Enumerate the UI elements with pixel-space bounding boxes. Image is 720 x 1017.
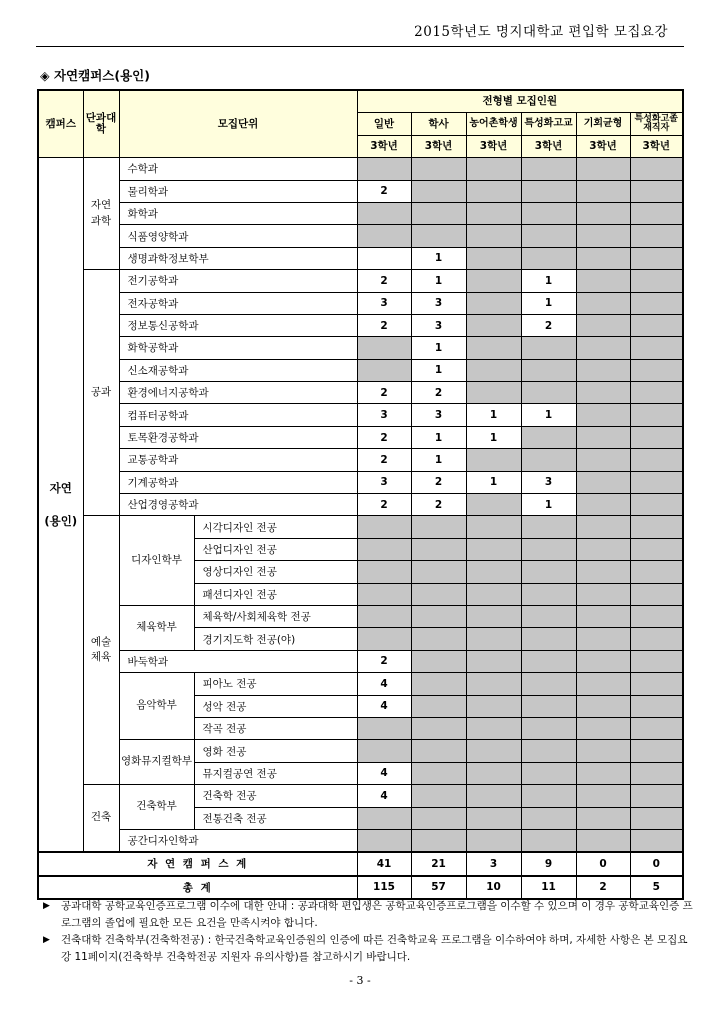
count-cell xyxy=(466,449,521,471)
unit-name: 뮤지컬공연 전공 xyxy=(194,762,357,784)
count-cell xyxy=(466,158,521,180)
count-cell xyxy=(521,561,576,583)
count-cell: 2 xyxy=(411,382,466,404)
total-value: 10 xyxy=(466,876,521,899)
count-cell xyxy=(521,650,576,672)
count-cell xyxy=(411,202,466,224)
count-cell xyxy=(576,180,630,202)
count-cell: 2 xyxy=(357,314,411,336)
count-cell xyxy=(630,628,683,650)
note-text: 건축대학 건축학부(건축학전공) : 한국건축학교육인증원의 인증에 따른 건축학교육 프로그램을 이수하여야 하며, 자세한 사항은 본 모집요강 11페이지(건축학부 건축학전공 지원자 유의사항)를 참고하시기 바랍니다. xyxy=(61,934,688,963)
unit-name: 영상디자인 전공 xyxy=(194,561,357,583)
table-row xyxy=(38,337,683,359)
group-cell: 자연과학 xyxy=(83,158,119,270)
count-cell xyxy=(521,247,576,269)
note-item xyxy=(43,932,693,966)
table-row xyxy=(38,314,683,336)
count-cell: 1 xyxy=(411,270,466,292)
table-row xyxy=(38,605,683,627)
count-cell xyxy=(630,292,683,314)
count-cell xyxy=(576,202,630,224)
unit-name: 피아노 전공 xyxy=(194,673,357,695)
count-cell xyxy=(357,516,411,538)
count-cell xyxy=(576,829,630,852)
count-cell xyxy=(466,202,521,224)
count-cell xyxy=(576,494,630,516)
count-cell: 1 xyxy=(466,404,521,426)
count-cell: 4 xyxy=(357,762,411,784)
count-cell: 2 xyxy=(411,494,466,516)
count-cell xyxy=(466,180,521,202)
unit-name: 화학과 xyxy=(119,202,357,224)
count-cell: 1 xyxy=(411,337,466,359)
group-cell: 예술체육 xyxy=(83,516,119,785)
count-cell xyxy=(521,225,576,247)
count-cell: 1 xyxy=(411,359,466,381)
count-cell xyxy=(630,762,683,784)
total-value: 0 xyxy=(576,852,630,875)
count-cell xyxy=(466,695,521,717)
count-cell xyxy=(521,807,576,829)
count-cell xyxy=(630,785,683,807)
unit-name: 경기지도학 전공(야) xyxy=(194,628,357,650)
count-cell: 2 xyxy=(357,180,411,202)
count-cell xyxy=(466,292,521,314)
count-cell: 1 xyxy=(521,270,576,292)
count-cell: 2 xyxy=(411,471,466,493)
count-cell xyxy=(521,740,576,762)
count-cell xyxy=(630,673,683,695)
unit-name: 시각디자인 전공 xyxy=(194,516,357,538)
count-cell xyxy=(521,583,576,605)
total-value: 115 xyxy=(357,876,411,899)
group-cell: 건축 xyxy=(83,785,119,853)
count-cell: 2 xyxy=(357,650,411,672)
count-cell xyxy=(411,785,466,807)
count-cell xyxy=(521,449,576,471)
header-college: 단과대학 xyxy=(83,90,119,158)
count-cell xyxy=(357,583,411,605)
unit-name: 공간디자인학과 xyxy=(119,829,357,852)
count-cell: 4 xyxy=(357,695,411,717)
campus-label: 자연 xyxy=(49,481,72,496)
count-cell xyxy=(411,695,466,717)
header-grade: 3학년 xyxy=(521,135,576,157)
count-cell xyxy=(630,382,683,404)
count-cell xyxy=(357,628,411,650)
table-row xyxy=(38,829,683,852)
unit-name: 산업디자인 전공 xyxy=(194,538,357,560)
header-unit: 모집단위 xyxy=(119,90,357,158)
count-cell xyxy=(521,762,576,784)
table-row xyxy=(38,292,683,314)
unit-name: 전자공학과 xyxy=(119,292,357,314)
count-cell xyxy=(466,762,521,784)
count-cell: 3 xyxy=(411,292,466,314)
count-cell xyxy=(630,337,683,359)
unit-name: 바둑학과 xyxy=(119,650,357,672)
count-cell xyxy=(411,762,466,784)
section-title-text: 자연캠퍼스(용인) xyxy=(53,68,150,83)
unit-name: 신소재공학과 xyxy=(119,359,357,381)
header-type: 특성화고졸재직자 xyxy=(630,113,683,135)
header-grade: 3학년 xyxy=(576,135,630,157)
count-cell xyxy=(521,829,576,852)
unit-name: 토목환경공학과 xyxy=(119,426,357,448)
count-cell xyxy=(466,628,521,650)
unit-name: 전통건축 전공 xyxy=(194,807,357,829)
unit-name: 정보통신공학과 xyxy=(119,314,357,336)
section-title xyxy=(40,66,150,84)
count-cell: 1 xyxy=(521,494,576,516)
count-cell xyxy=(411,673,466,695)
campus-sub: (용인) xyxy=(44,513,78,528)
total-value: 3 xyxy=(466,852,521,875)
count-cell xyxy=(630,538,683,560)
count-cell xyxy=(357,538,411,560)
group-cell: 건축학부 xyxy=(119,785,194,830)
count-cell xyxy=(521,538,576,560)
count-cell xyxy=(576,449,630,471)
table-row xyxy=(38,158,683,180)
count-cell xyxy=(466,337,521,359)
count-cell xyxy=(521,516,576,538)
count-cell xyxy=(576,650,630,672)
count-cell xyxy=(521,717,576,739)
count-cell xyxy=(576,561,630,583)
count-cell xyxy=(576,538,630,560)
count-cell xyxy=(466,494,521,516)
count-cell: 3 xyxy=(411,404,466,426)
count-cell xyxy=(521,382,576,404)
count-cell xyxy=(630,225,683,247)
count-cell xyxy=(630,494,683,516)
total-row xyxy=(38,876,683,899)
count-cell: 2 xyxy=(357,270,411,292)
notes xyxy=(43,898,693,966)
count-cell xyxy=(466,225,521,247)
count-cell xyxy=(576,382,630,404)
count-cell xyxy=(630,359,683,381)
note-item xyxy=(43,898,693,932)
count-cell xyxy=(466,247,521,269)
count-cell: 2 xyxy=(357,426,411,448)
group-cell: 음악학부 xyxy=(119,673,194,740)
table-row xyxy=(38,650,683,672)
count-cell xyxy=(411,740,466,762)
count-cell xyxy=(576,359,630,381)
count-cell: 1 xyxy=(466,426,521,448)
table-row xyxy=(38,449,683,471)
count-cell xyxy=(630,202,683,224)
header-types: 전형별 모집인원 xyxy=(357,90,683,113)
total-value: 57 xyxy=(411,876,466,899)
count-cell: 2 xyxy=(357,449,411,471)
count-cell xyxy=(466,605,521,627)
unit-name: 수학과 xyxy=(119,158,357,180)
count-cell xyxy=(630,650,683,672)
header-grade: 3학년 xyxy=(411,135,466,157)
count-cell xyxy=(357,359,411,381)
table-row xyxy=(38,673,683,695)
group-cell: 영화뮤지컬학부 xyxy=(119,740,194,785)
count-cell: 3 xyxy=(357,471,411,493)
count-cell xyxy=(466,785,521,807)
count-cell xyxy=(630,180,683,202)
table-row xyxy=(38,382,683,404)
count-cell xyxy=(466,807,521,829)
count-cell xyxy=(630,404,683,426)
total-value: 41 xyxy=(357,852,411,875)
unit-name: 교통공학과 xyxy=(119,449,357,471)
count-cell xyxy=(576,337,630,359)
count-cell xyxy=(630,807,683,829)
table-row xyxy=(38,247,683,269)
unit-name: 체육학/사회체육학 전공 xyxy=(194,605,357,627)
header-type: 기회균형 xyxy=(576,113,630,135)
header-type: 일반 xyxy=(357,113,411,135)
count-cell xyxy=(466,673,521,695)
count-cell xyxy=(411,516,466,538)
count-cell xyxy=(576,785,630,807)
count-cell xyxy=(411,807,466,829)
count-cell: 2 xyxy=(357,382,411,404)
subtotal-row xyxy=(38,852,683,875)
count-cell xyxy=(576,426,630,448)
count-cell xyxy=(630,740,683,762)
count-cell xyxy=(630,158,683,180)
table-row xyxy=(38,202,683,224)
campus-cell xyxy=(38,158,83,853)
total-label: 총 계 xyxy=(38,876,357,899)
group-cell: 공과 xyxy=(83,270,119,516)
count-cell xyxy=(630,605,683,627)
count-cell xyxy=(411,628,466,650)
count-cell xyxy=(411,583,466,605)
count-cell xyxy=(357,337,411,359)
count-cell xyxy=(357,202,411,224)
count-cell xyxy=(630,561,683,583)
count-cell: 1 xyxy=(466,471,521,493)
count-cell xyxy=(411,829,466,852)
group-cell: 체육학부 xyxy=(119,605,194,650)
unit-name: 산업경영공학과 xyxy=(119,494,357,516)
count-cell xyxy=(411,561,466,583)
count-cell xyxy=(357,158,411,180)
count-cell: 3 xyxy=(411,314,466,336)
arrow-bullet-icon: ▶ xyxy=(43,901,50,911)
count-cell xyxy=(466,583,521,605)
total-value: 2 xyxy=(576,876,630,899)
count-cell xyxy=(357,225,411,247)
count-cell: 2 xyxy=(357,494,411,516)
count-cell xyxy=(521,158,576,180)
count-cell xyxy=(576,762,630,784)
table-row xyxy=(38,785,683,807)
count-cell xyxy=(630,314,683,336)
count-cell xyxy=(576,740,630,762)
count-cell xyxy=(411,605,466,627)
count-cell xyxy=(521,695,576,717)
count-cell xyxy=(357,740,411,762)
count-cell xyxy=(521,202,576,224)
count-cell xyxy=(630,426,683,448)
count-cell xyxy=(576,314,630,336)
total-value: 11 xyxy=(521,876,576,899)
count-cell xyxy=(411,650,466,672)
count-cell xyxy=(576,717,630,739)
header-grade: 3학년 xyxy=(357,135,411,157)
count-cell: 3 xyxy=(357,404,411,426)
unit-name: 환경에너지공학과 xyxy=(119,382,357,404)
unit-name: 컴퓨터공학과 xyxy=(119,404,357,426)
total-value: 0 xyxy=(630,852,683,875)
count-cell xyxy=(466,359,521,381)
arrow-bullet-icon: ▶ xyxy=(43,935,50,945)
count-cell xyxy=(576,404,630,426)
count-cell xyxy=(521,673,576,695)
count-cell xyxy=(576,605,630,627)
count-cell xyxy=(576,673,630,695)
count-cell: 1 xyxy=(411,426,466,448)
unit-name: 생명과학정보학부 xyxy=(119,247,357,269)
table-row xyxy=(38,359,683,381)
count-cell xyxy=(521,337,576,359)
count-cell xyxy=(466,270,521,292)
header-type: 특성화고교 xyxy=(521,113,576,135)
table-row xyxy=(38,494,683,516)
count-cell xyxy=(411,158,466,180)
unit-name: 영화 전공 xyxy=(194,740,357,762)
table-row xyxy=(38,471,683,493)
total-value: 5 xyxy=(630,876,683,899)
count-cell xyxy=(630,449,683,471)
count-cell xyxy=(466,561,521,583)
count-cell xyxy=(630,247,683,269)
count-cell xyxy=(630,829,683,852)
count-cell xyxy=(576,247,630,269)
count-cell: 2 xyxy=(521,314,576,336)
group-cell: 디자인학부 xyxy=(119,516,194,606)
count-cell xyxy=(521,605,576,627)
count-cell xyxy=(576,628,630,650)
count-cell xyxy=(630,583,683,605)
count-cell xyxy=(466,717,521,739)
count-cell xyxy=(630,516,683,538)
table-row xyxy=(38,740,683,762)
count-cell xyxy=(521,180,576,202)
count-cell xyxy=(357,605,411,627)
count-cell xyxy=(576,471,630,493)
note-text: 공과대학 공학교육인증프로그램 이수에 대한 안내 : 공과대학 편입생은 공학교육인증프로그램을 이수할 수 있으며 이 경우 공학교육인증 프로그램의 졸업에 필요한 모든 요건을 만족시켜야 합니다. xyxy=(61,900,693,929)
table-row xyxy=(38,426,683,448)
count-cell xyxy=(576,292,630,314)
count-cell: 1 xyxy=(521,404,576,426)
count-cell xyxy=(466,740,521,762)
count-cell: 3 xyxy=(357,292,411,314)
unit-name: 성악 전공 xyxy=(194,695,357,717)
total-value: 21 xyxy=(411,852,466,875)
count-cell xyxy=(411,538,466,560)
table-row xyxy=(38,516,683,538)
header-grade: 3학년 xyxy=(466,135,521,157)
recruitment-table xyxy=(37,89,684,900)
table-row xyxy=(38,270,683,292)
unit-name: 물리학과 xyxy=(119,180,357,202)
count-cell xyxy=(630,695,683,717)
count-cell xyxy=(357,561,411,583)
count-cell xyxy=(521,426,576,448)
unit-name: 건축학 전공 xyxy=(194,785,357,807)
header-divider xyxy=(36,46,684,47)
count-cell xyxy=(630,270,683,292)
count-cell xyxy=(576,225,630,247)
diamond-marker-icon: ◈ xyxy=(40,68,50,83)
total-value: 9 xyxy=(521,852,576,875)
header-type: 학사 xyxy=(411,113,466,135)
table-row xyxy=(38,225,683,247)
count-cell xyxy=(466,382,521,404)
count-cell xyxy=(357,247,411,269)
count-cell xyxy=(521,785,576,807)
total-label: 자 연 캠 퍼 스 계 xyxy=(38,852,357,875)
count-cell xyxy=(411,717,466,739)
count-cell xyxy=(411,180,466,202)
count-cell xyxy=(576,583,630,605)
count-cell xyxy=(357,829,411,852)
unit-name: 패션디자인 전공 xyxy=(194,583,357,605)
unit-name: 작곡 전공 xyxy=(194,717,357,739)
count-cell xyxy=(466,516,521,538)
count-cell: 4 xyxy=(357,785,411,807)
table-row xyxy=(38,404,683,426)
page-header-title: 2015학년도 명지대학교 편입학 모집요강 xyxy=(414,24,668,40)
count-cell xyxy=(576,695,630,717)
count-cell xyxy=(357,807,411,829)
header-type: 농어촌학생 xyxy=(466,113,521,135)
count-cell: 1 xyxy=(411,449,466,471)
count-cell: 3 xyxy=(521,471,576,493)
header-campus: 캠퍼스 xyxy=(38,90,83,158)
count-cell xyxy=(576,807,630,829)
count-cell: 1 xyxy=(411,247,466,269)
count-cell xyxy=(466,314,521,336)
count-cell xyxy=(521,359,576,381)
page-number: - 3 - xyxy=(349,974,371,987)
unit-name: 식품영양학과 xyxy=(119,225,357,247)
count-cell xyxy=(576,270,630,292)
count-cell: 1 xyxy=(521,292,576,314)
count-cell xyxy=(576,158,630,180)
header-grade: 3학년 xyxy=(630,135,683,157)
count-cell xyxy=(630,717,683,739)
unit-name: 전기공학과 xyxy=(119,270,357,292)
count-cell xyxy=(357,717,411,739)
table-row xyxy=(38,180,683,202)
count-cell xyxy=(466,650,521,672)
count-cell xyxy=(466,538,521,560)
count-cell xyxy=(466,829,521,852)
count-cell xyxy=(521,628,576,650)
count-cell xyxy=(411,225,466,247)
count-cell xyxy=(576,516,630,538)
unit-name: 기계공학과 xyxy=(119,471,357,493)
unit-name: 화학공학과 xyxy=(119,337,357,359)
count-cell: 4 xyxy=(357,673,411,695)
count-cell xyxy=(630,471,683,493)
